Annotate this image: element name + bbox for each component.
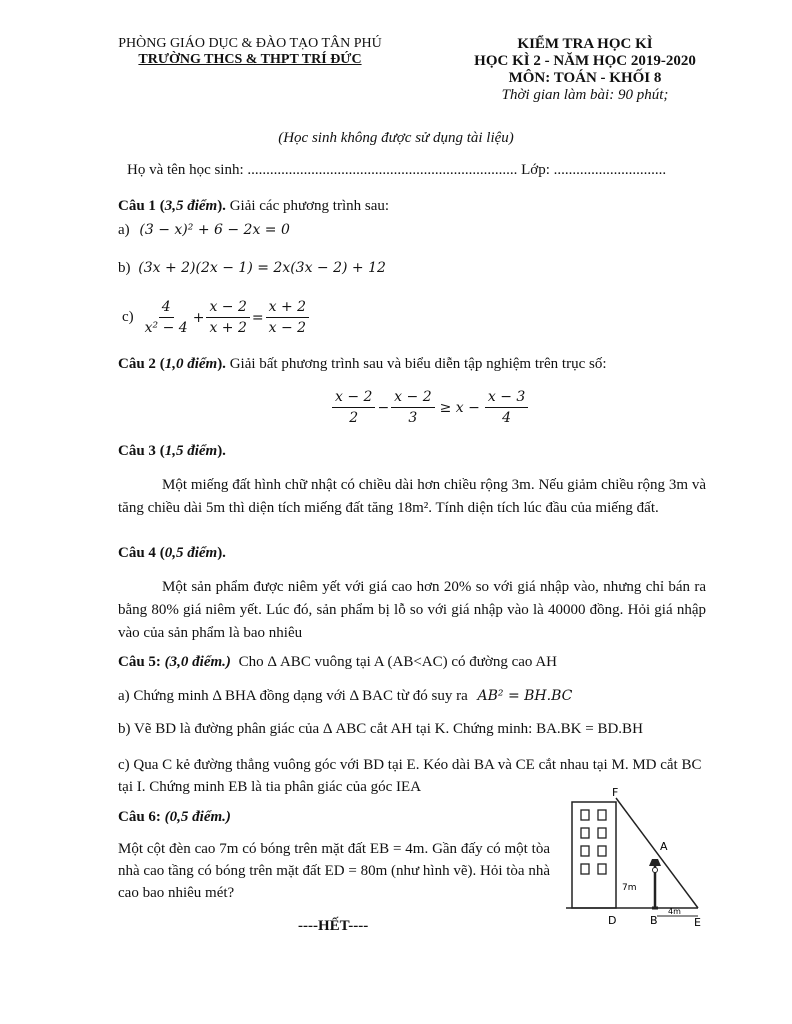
end-marker: ----HẾT----: [298, 918, 369, 934]
q3-title: Câu 3: [118, 443, 156, 459]
q2-fraction-1: [332, 388, 375, 427]
q1-c-fraction-1: [142, 298, 191, 337]
q2-points: 1,0 điểm: [164, 356, 218, 372]
q5-part-b: b) Vẽ BD là đường phân giác của Δ ABC cắt AH tại K. Chứng minh: BA.BK = BD.BH: [118, 721, 643, 737]
q6-points: (0,5 điểm.): [164, 809, 231, 825]
q1-part-a: [118, 222, 290, 239]
q3-points: 1,5 điểm: [164, 443, 218, 459]
q1-part-b: [118, 260, 386, 277]
exam-time: Thời gian làm bài: 90 phút;: [501, 87, 669, 103]
q5-a-text: a) Chứng minh Δ BHA đồng dạng với Δ BAC từ đó suy ra: [118, 688, 468, 704]
q1-c-f2-numerator: x − 2: [206, 298, 249, 318]
q2-f1-numerator: x − 2: [332, 388, 375, 408]
q2-f2-denominator: 3: [408, 410, 418, 426]
q1-c-f3-denominator: x − 2: [268, 320, 307, 336]
q1-c-f1-denominator: x² − 4: [144, 320, 188, 336]
q1-b-label: b): [118, 260, 131, 276]
q1-c-label: c): [122, 309, 134, 325]
q1-c-f3-numerator: x + 2: [266, 298, 309, 318]
q5-prompt: Cho Δ ABC vuông tại A (AB<AC) có đường cao AH: [238, 654, 557, 670]
lamp-icon: [649, 859, 661, 866]
question-2: Câu 2 (1,0 điểm). Giải bất phương trình sau và biểu diễn tập nghiệm trên trục số:: [118, 356, 607, 372]
q2-f3-denominator: 4: [502, 410, 512, 426]
question-4: Câu 4 (0,5 điểm).: [118, 545, 226, 561]
label-pole-height: 7m: [622, 883, 637, 893]
q1-c-f1-numerator: 4: [159, 298, 174, 318]
q1-title: Câu 1: [118, 198, 156, 214]
department-name: PHÒNG GIÁO DỤC & ĐÀO TẠO TÂN PHÚ: [118, 36, 382, 51]
q2-inequality: $\frac{x - 2}{2}$ − $\frac{x - 2}{3}$ ≥ x − $\frac{x - 3}{4}$: [330, 388, 530, 427]
q1-prompt: Giải các phương trình sau:: [229, 198, 390, 214]
q5-part-a: [118, 688, 718, 705]
question-6: [118, 809, 231, 826]
question-3: Câu 3 (1,5 điểm).: [118, 443, 226, 459]
q1-c-fraction-3: [266, 298, 309, 337]
school-name: TRƯỜNG THCS & THPT TRÍ ĐỨC: [138, 52, 362, 67]
header-left: [100, 36, 400, 68]
building-windows: [581, 810, 606, 874]
shadow-figure: [548, 778, 718, 936]
header-right: [440, 36, 730, 104]
exam-subject: MÔN: TOÁN - KHỐI 8: [508, 70, 662, 86]
q6-text: Một cột đèn cao 7m có bóng trên mặt đất EB = 4m. Gần đấy có một tòa nhà cao tầng có bóng trên mặt đất ED = 80m (như hình vẽ). Hỏi tòa nhà cao bao nhiêu mét?: [118, 841, 550, 901]
q2-fraction-3: [485, 388, 528, 427]
label-A: A: [660, 840, 668, 853]
q1-c-fraction-2: [206, 298, 249, 337]
label-B: B: [650, 914, 658, 927]
q6-title: Câu 6:: [118, 809, 161, 825]
q4-title: Câu 4: [118, 545, 156, 561]
q2-middle: ≥ x −: [439, 399, 480, 416]
building-outline: [572, 802, 616, 908]
q4-text: Một sản phẩm được niêm yết với giá cao hơn 20% so với giá nhập vào, nhưng chỉ bán ra bằng 80% giá niêm yết. Lúc đó, sản phẩm bị lỗ so với giá nhập vào là 40000 đồng. Hỏi giá nhập vào của sản phẩm là bao nhiêu: [118, 579, 706, 641]
label-D: D: [608, 914, 617, 927]
q2-f1-denominator: 2: [349, 410, 359, 426]
question-5: [118, 654, 718, 671]
q1-a-label: a): [118, 222, 130, 238]
q2-title: Câu 2: [118, 356, 156, 372]
label-F: F: [612, 786, 619, 799]
q1-part-c: c) $\frac{4}{\text{x² − 4}}$ + $\frac{x - 2}{x + 2}$ = $\frac{x + 2}{x - 2}$: [122, 298, 311, 337]
q1-b-equation: (3x + 2)(2x − 1) = 2x(3x − 2) + 12: [138, 260, 386, 276]
student-info-line: Họ và tên học sinh: ........................................................................ Lớp: ..............................: [127, 162, 667, 178]
q2-fraction-2: [391, 388, 434, 427]
q4-points: 0,5 điểm: [164, 545, 218, 561]
exam-title: KIỂM TRA HỌC KÌ: [517, 36, 653, 52]
q3-text: Một miếng đất hình chữ nhật có chiều dài hơn chiều rộng 3m. Nếu giảm chiều rộng 3m và tăng chiều dài 5m thì diện tích miếng đất tăng 18m². Tính diện tích lúc đầu của miếng đất.: [118, 477, 706, 516]
exam-term: HỌC KÌ 2 - NĂM HỌC 2019-2020: [474, 53, 696, 69]
q2-prompt: Giải bất phương trình sau và biểu diễn tập nghiệm trên trục số:: [229, 356, 607, 372]
q1-points: 3,5 điểm: [164, 198, 218, 214]
q2-f3-numerator: x − 3: [485, 388, 528, 408]
exam-note: (Học sinh không được sử dụng tài liệu): [278, 130, 514, 146]
q2-f2-numerator: x − 2: [391, 388, 434, 408]
q5-a-equation: AB² = BH.BC: [477, 688, 573, 704]
q5-part-c: c) Qua C kẻ đường thẳng vuông góc với BD tại E. Kéo dài BA và CE cắt nhau tại M. MD cắt BC tại I. Chứng minh EB là tia phân giác của góc IEA: [118, 757, 702, 795]
q1-a-equation: (3 − x)² + 6 − 2x = 0: [139, 222, 290, 238]
label-shadow: 4m: [668, 907, 681, 916]
question-1: Câu 1 (3,5 điểm). Giải các phương trình sau:: [118, 198, 390, 214]
label-E: E: [694, 916, 701, 929]
q1-c-f2-denominator: x + 2: [209, 320, 247, 336]
q5-points: (3,0 điểm.): [164, 654, 231, 670]
q5-title: Câu 5:: [118, 654, 161, 670]
